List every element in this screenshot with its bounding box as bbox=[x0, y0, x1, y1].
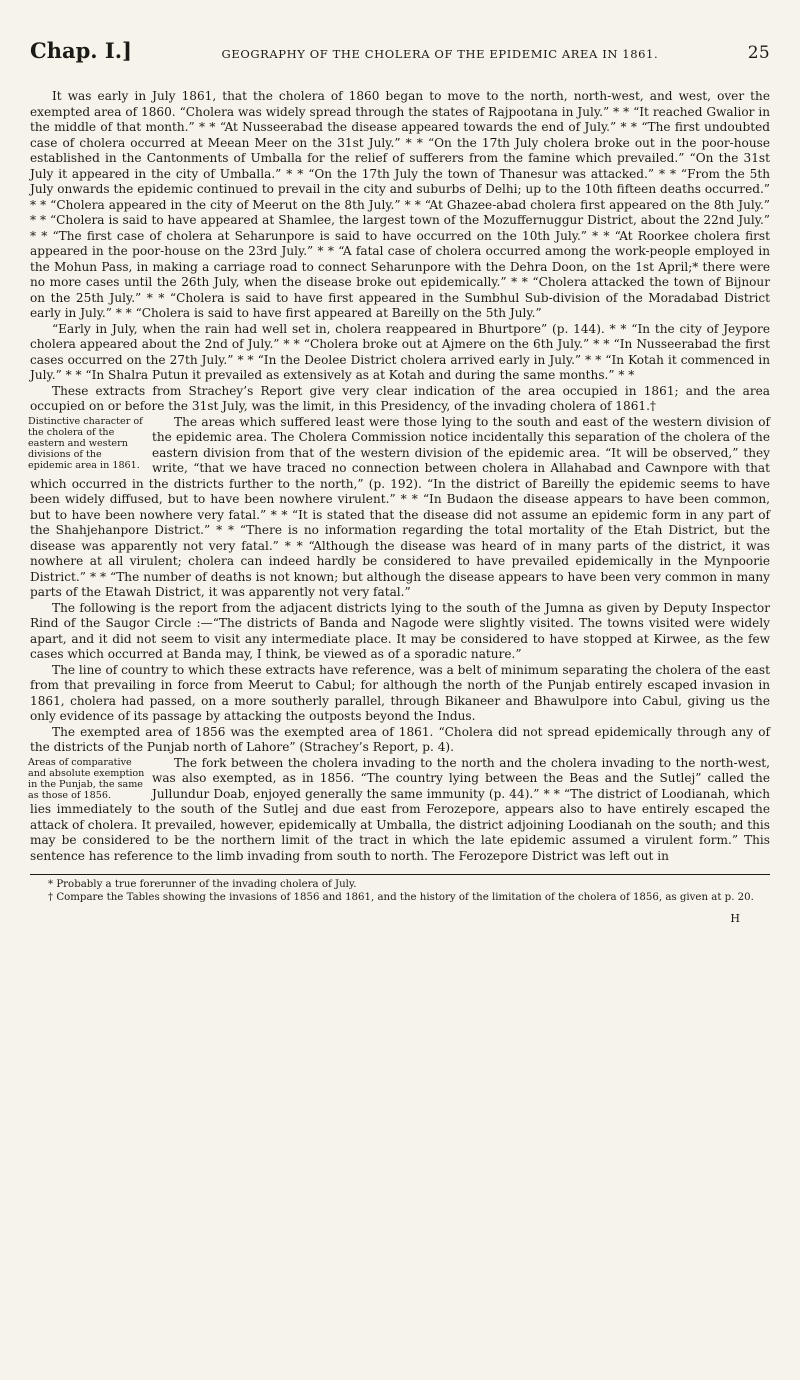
footnotes bbox=[30, 874, 770, 904]
sidenote-section-1 bbox=[30, 415, 770, 601]
footnote: † Compare the Tables showing the invasions of 1856 and 1861, and the history of the limitation of the cholera of 1856, as given at p. 20. bbox=[48, 891, 754, 903]
paragraph: The following is the report from the adjacent districts lying to the south of the Jumna as given by Deputy Inspector Rind of the Saugor Circle :—“The districts of Banda and Nagode were slightly visited. The towns visited were widely apart, and it did not seem to visit any intermediate place. It may be considered to have stopped at Kirwee, as the few cases which occurred at Banda may, I think, be viewed as of a sporadic nature.” bbox=[30, 600, 770, 661]
paragraph: The exempted area of 1856 was the exempted area of 1861. “Cholera did not spread epidemically through any of the districts of the Punjab north of Lahore” (Strachey’s Report, p. 4). bbox=[30, 724, 770, 754]
paragraph: It was early in July 1861, that the cholera of 1860 began to move to the north, north-west, and west, over the exempted area of 1860. “Cholera was widely spread through the states of Rajpootana in July.” * * “It reached Gwalior in the middle of that month.” * * “At Nusseerabad the disease appeared towards the end of July.” * * “The first undoubted case of cholera occurred at Meean Meer on the 31st July.” * * “On the 17th July cholera broke out in the poor-house established in the Cantonments of Umballa for the relief of sufferers from the famine which prevailed.” “On the 31st July it appeared in the city of Umballa.” * * “On the 17th July the town of Thanesur was attacked.” * * “From the 5th July onwards the epidemic continued to prevail in the city and suburbs of Delhi; up to the 10th fifteen deaths occurred.” * * “Cholera appeared in the city of Meerut on the 8th July.” * * “At Ghazee-abad cholera first appeared on the 8th July.” * * “Cholera is said to have appeared at Shamlee, the largest town of the Mozuffernuggur District, about the 22nd July.” * * “The first case of cholera at Seharunpore is said to have occurred on the 10th July.” * * “At Roorkee cholera first appeared in the poor-house on the 23rd July.” * * “A fatal case of cholera occurred among the work-people employed in the Mohun Pass, in making a carriage road to connect Seharunpore with the Dehra Doon, on the 1st April;* there were no more cases until the 26th July, when the disease broke out epidemically.” * * “Cholera attacked the town of Bijnour on the 25th July.” * * “Cholera is said to have first appeared in the Sumbhul Sub-division of the Moradabad District early in July.” * * “Cholera is said to have first appeared at Bareilly on the 5th July.” bbox=[30, 89, 770, 320]
page-number: 25 bbox=[747, 43, 770, 63]
paragraph: These extracts from Strachey’s Report give very clear indication of the area occupied in 1861; and the area occupied on or before the 31st July, was the limit, in this Presidency, of the invading cholera of 1861.† bbox=[30, 383, 770, 413]
footnote: * Probably a true forerunner of the invading cholera of July. bbox=[48, 879, 357, 890]
paragraph-text: The fork between the cholera invading to the north and the cholera invading to the north-west, was also exempted, as in 1856. “The country lying between the Beas and the Sutlej” called the Jullundur Doab, enjoyed generally the same immunity (p. 44).” * * “The district of Loodianah, which lies immediately to the south of the Sutlej and due east from Ferozepore, appears also to have entirely escaped the attack of cholera. It prevailed, however, epidemically at Umballa, the district adjoining Loodianah on the south; and this may be considered to be the northern limit of the tract in which the late epidemic assumed a virulent form.” This sentence has reference to the limb invading from south to north. The Ferozepore District was left out in bbox=[30, 755, 770, 863]
page bbox=[30, 38, 770, 925]
paragraph-text: The areas which suffered least were those lying to the south and east of the western division of the epidemic area. The Cholera Commission notice incidentally this separation of the cholera of the eastern division from that of the western division of the epidemic area. “It will be observed,” they write, “that we have traced no connection between cholera in Allahabad and Cawnpore with that which occurred in the districts further to the north,” (p. 192). “In the district of Bareilly the epidemic seems to have been widely diffused, but to have been nowhere virulent.” * * “In Budaon the disease appears to have been common, but to have been nowhere very fatal.” * * “It is stated that the disease did not assume an epidemic form in any part of the Shahjehanpore District.” * * “There is no information regarding the total mortality of the Etah District, but the disease was apparently not very fatal.” * * “Although the disease was heard of in many parts of the district, it was nowhere at all virulent; cholera can indeed hardly be considered to have prevailed epidemically in the Mynpoorie District.” * * “The number of deaths is not known; but although the disease appears to have been very common in many parts of the Etawah District, it was apparently not very fatal.” bbox=[30, 414, 770, 599]
margin-note: Distinctive character of the cholera of the eastern and western divisions of the epidemic area in 1861. bbox=[28, 415, 143, 471]
body-text bbox=[30, 89, 770, 864]
paragraph: The line of country to which these extracts have reference, was a belt of minimum separating the cholera of the east from that prevailing in force from Meerut to Cabul; for although the north of the Punjab entirely escaped invasion in 1861, cholera had passed, on a more southerly parallel, through Bikaneer and Bhawulpore into Cabul, giving us the only evidence of its passage by attacking the outposts beyond the Indus. bbox=[30, 662, 770, 723]
paragraph bbox=[30, 415, 770, 601]
sidenote-section-2 bbox=[30, 756, 770, 865]
chapter-label: Chap. I.] bbox=[30, 38, 132, 63]
margin-note: Areas of comparative and absolute exemption in the Punjab, the same as those of 1856. bbox=[28, 756, 145, 801]
running-title: GEOGRAPHY OF THE CHOLERA OF THE EPIDEMIC AREA IN 1861. bbox=[221, 47, 659, 61]
signature-mark: H bbox=[730, 912, 740, 925]
paragraph: “Early in July, when the rain had well set in, cholera reappeared in Bhurtpore” (p. 144). * * “In the city of Jeypore cholera appeared about the 2nd of July.” * * “Cholera broke out at Ajmere on the 6th July.” * * “In Nusseerabad the first cases occurred on the 27th July.” * * “In the Deolee District cholera arrived early in July.” * * “In Kotah it commenced in July.” * * “In Shalra Putun it prevailed as extensively as at Kotah and during the same months.” * * bbox=[30, 321, 770, 382]
running-header bbox=[30, 38, 770, 63]
paragraph bbox=[30, 756, 770, 865]
